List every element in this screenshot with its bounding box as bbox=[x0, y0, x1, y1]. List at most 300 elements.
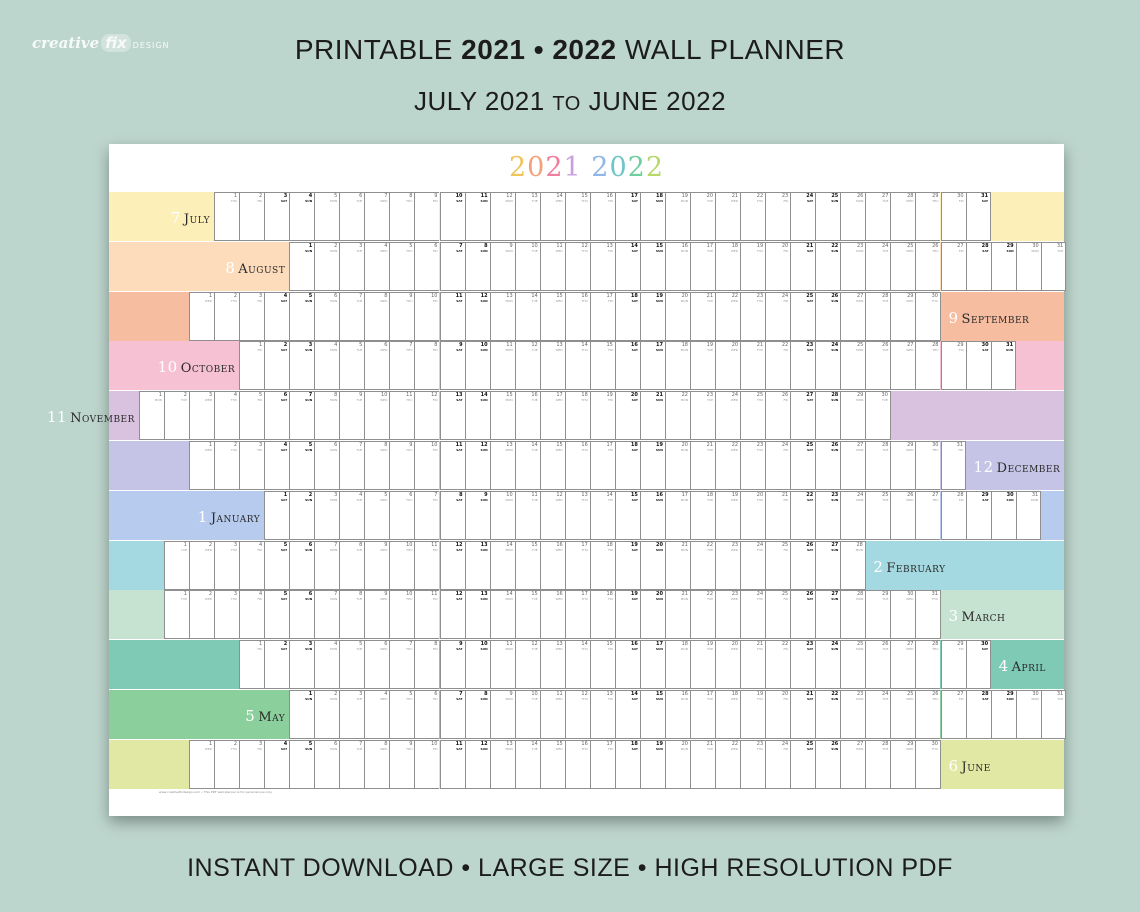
day-cell[interactable] bbox=[715, 292, 740, 341]
day-cell[interactable] bbox=[189, 292, 214, 341]
day-cell[interactable] bbox=[264, 391, 289, 440]
day-cell[interactable] bbox=[389, 541, 414, 590]
day-cell[interactable] bbox=[289, 640, 314, 689]
day-cell[interactable] bbox=[615, 192, 640, 241]
day-cell[interactable] bbox=[615, 640, 640, 689]
day-cell[interactable] bbox=[389, 491, 414, 540]
day-cell[interactable] bbox=[665, 341, 690, 390]
day-cell[interactable] bbox=[264, 192, 289, 241]
day-cell[interactable] bbox=[665, 590, 690, 639]
day-cell[interactable] bbox=[740, 192, 765, 241]
day-cell[interactable] bbox=[490, 491, 515, 540]
day-cell[interactable] bbox=[640, 192, 665, 241]
day-cell[interactable] bbox=[540, 192, 565, 241]
day-cell[interactable] bbox=[540, 590, 565, 639]
day-cell[interactable] bbox=[389, 690, 414, 739]
day-cell[interactable] bbox=[865, 640, 890, 689]
day-cell[interactable] bbox=[289, 341, 314, 390]
day-cell[interactable] bbox=[840, 192, 865, 241]
day-cell[interactable] bbox=[890, 740, 915, 789]
day-cell[interactable] bbox=[790, 192, 815, 241]
day-cell[interactable] bbox=[264, 590, 289, 639]
day-cell[interactable] bbox=[289, 391, 314, 440]
day-cell[interactable] bbox=[565, 491, 590, 540]
day-cell[interactable] bbox=[915, 740, 941, 789]
day-cell[interactable] bbox=[339, 491, 364, 540]
day-cell[interactable] bbox=[941, 690, 966, 739]
day-cell[interactable] bbox=[590, 192, 615, 241]
day-cell[interactable] bbox=[665, 640, 690, 689]
day-cell[interactable] bbox=[815, 590, 840, 639]
day-cell[interactable] bbox=[815, 242, 840, 291]
day-cell[interactable] bbox=[314, 640, 339, 689]
day-cell[interactable] bbox=[640, 740, 665, 789]
day-cell[interactable] bbox=[590, 590, 615, 639]
day-cell[interactable] bbox=[991, 690, 1016, 739]
day-cell[interactable] bbox=[565, 292, 590, 341]
day-cell[interactable] bbox=[740, 541, 765, 590]
day-cell[interactable] bbox=[364, 640, 389, 689]
day-cell[interactable] bbox=[690, 541, 715, 590]
day-cell[interactable] bbox=[440, 491, 465, 540]
day-cell[interactable] bbox=[490, 192, 515, 241]
day-cell[interactable] bbox=[490, 341, 515, 390]
day-cell[interactable] bbox=[765, 292, 790, 341]
day-cell[interactable] bbox=[540, 391, 565, 440]
day-cell[interactable] bbox=[815, 441, 840, 490]
day-cell[interactable] bbox=[440, 541, 465, 590]
day-cell[interactable] bbox=[314, 192, 339, 241]
day-cell[interactable] bbox=[815, 690, 840, 739]
day-cell[interactable] bbox=[840, 590, 865, 639]
day-cell[interactable] bbox=[590, 740, 615, 789]
day-cell[interactable] bbox=[665, 242, 690, 291]
day-cell[interactable] bbox=[765, 590, 790, 639]
day-cell[interactable] bbox=[490, 590, 515, 639]
day-cell[interactable] bbox=[189, 590, 214, 639]
day-cell[interactable] bbox=[790, 640, 815, 689]
day-cell[interactable] bbox=[665, 441, 690, 490]
day-cell[interactable] bbox=[389, 590, 414, 639]
day-cell[interactable] bbox=[690, 640, 715, 689]
day-cell[interactable] bbox=[289, 740, 314, 789]
day-cell[interactable] bbox=[490, 242, 515, 291]
day-cell[interactable] bbox=[314, 590, 339, 639]
day-cell[interactable] bbox=[414, 441, 439, 490]
day-cell[interactable] bbox=[615, 690, 640, 739]
day-cell[interactable] bbox=[264, 640, 289, 689]
day-cell[interactable] bbox=[815, 640, 840, 689]
day-cell[interactable] bbox=[941, 491, 966, 540]
day-cell[interactable] bbox=[865, 441, 890, 490]
day-cell[interactable] bbox=[565, 192, 590, 241]
day-cell[interactable] bbox=[715, 391, 740, 440]
day-cell[interactable] bbox=[640, 341, 665, 390]
day-cell[interactable] bbox=[414, 541, 439, 590]
day-cell[interactable] bbox=[389, 292, 414, 341]
day-cell[interactable] bbox=[991, 341, 1017, 390]
day-cell[interactable] bbox=[615, 491, 640, 540]
day-cell[interactable] bbox=[665, 292, 690, 341]
day-cell[interactable] bbox=[665, 391, 690, 440]
day-cell[interactable] bbox=[690, 441, 715, 490]
day-cell[interactable] bbox=[890, 590, 915, 639]
day-cell[interactable] bbox=[915, 590, 941, 639]
day-cell[interactable] bbox=[690, 491, 715, 540]
day-cell[interactable] bbox=[289, 192, 314, 241]
day-cell[interactable] bbox=[339, 590, 364, 639]
day-cell[interactable] bbox=[289, 441, 314, 490]
day-cell[interactable] bbox=[540, 690, 565, 739]
day-cell[interactable] bbox=[364, 292, 389, 341]
day-cell[interactable] bbox=[840, 740, 865, 789]
day-cell[interactable] bbox=[314, 541, 339, 590]
day-cell[interactable] bbox=[615, 242, 640, 291]
day-cell[interactable] bbox=[465, 292, 490, 341]
day-cell[interactable] bbox=[515, 740, 540, 789]
day-cell[interactable] bbox=[815, 740, 840, 789]
day-cell[interactable] bbox=[765, 441, 790, 490]
day-cell[interactable] bbox=[465, 740, 490, 789]
day-cell[interactable] bbox=[540, 441, 565, 490]
day-cell[interactable] bbox=[890, 690, 915, 739]
day-cell[interactable] bbox=[465, 341, 490, 390]
day-cell[interactable] bbox=[565, 341, 590, 390]
day-cell[interactable] bbox=[239, 341, 264, 390]
day-cell[interactable] bbox=[640, 441, 665, 490]
day-cell[interactable] bbox=[790, 441, 815, 490]
day-cell[interactable] bbox=[515, 391, 540, 440]
day-cell[interactable] bbox=[339, 341, 364, 390]
day-cell[interactable] bbox=[615, 441, 640, 490]
day-cell[interactable] bbox=[490, 690, 515, 739]
day-cell[interactable] bbox=[690, 590, 715, 639]
day-cell[interactable] bbox=[339, 690, 364, 739]
day-cell[interactable] bbox=[915, 491, 940, 540]
day-cell[interactable] bbox=[740, 292, 765, 341]
day-cell[interactable] bbox=[941, 441, 967, 490]
day-cell[interactable] bbox=[740, 341, 765, 390]
day-cell[interactable] bbox=[364, 740, 389, 789]
day-cell[interactable] bbox=[465, 441, 490, 490]
day-cell[interactable] bbox=[1041, 242, 1067, 291]
day-cell[interactable] bbox=[915, 441, 940, 490]
day-cell[interactable] bbox=[715, 242, 740, 291]
day-cell[interactable] bbox=[565, 640, 590, 689]
day-cell[interactable] bbox=[189, 391, 214, 440]
day-cell[interactable] bbox=[214, 441, 239, 490]
day-cell[interactable] bbox=[740, 391, 765, 440]
day-cell[interactable] bbox=[966, 192, 992, 241]
day-cell[interactable] bbox=[590, 640, 615, 689]
day-cell[interactable] bbox=[790, 541, 815, 590]
day-cell[interactable] bbox=[790, 292, 815, 341]
day-cell[interactable] bbox=[966, 690, 991, 739]
day-cell[interactable] bbox=[465, 590, 490, 639]
day-cell[interactable] bbox=[840, 391, 865, 440]
day-cell[interactable] bbox=[640, 541, 665, 590]
day-cell[interactable] bbox=[139, 391, 164, 440]
day-cell[interactable] bbox=[740, 441, 765, 490]
day-cell[interactable] bbox=[915, 640, 940, 689]
day-cell[interactable] bbox=[565, 541, 590, 590]
day-cell[interactable] bbox=[289, 590, 314, 639]
day-cell[interactable] bbox=[414, 640, 439, 689]
day-cell[interactable] bbox=[590, 690, 615, 739]
day-cell[interactable] bbox=[590, 441, 615, 490]
day-cell[interactable] bbox=[915, 690, 940, 739]
day-cell[interactable] bbox=[339, 292, 364, 341]
day-cell[interactable] bbox=[490, 441, 515, 490]
day-cell[interactable] bbox=[364, 192, 389, 241]
day-cell[interactable] bbox=[164, 590, 189, 639]
day-cell[interactable] bbox=[565, 740, 590, 789]
day-cell[interactable] bbox=[890, 491, 915, 540]
day-cell[interactable] bbox=[389, 242, 414, 291]
day-cell[interactable] bbox=[865, 192, 890, 241]
day-cell[interactable] bbox=[239, 640, 264, 689]
day-cell[interactable] bbox=[414, 491, 439, 540]
day-cell[interactable] bbox=[915, 292, 941, 341]
day-cell[interactable] bbox=[615, 740, 640, 789]
day-cell[interactable] bbox=[440, 242, 465, 291]
day-cell[interactable] bbox=[890, 640, 915, 689]
day-cell[interactable] bbox=[440, 740, 465, 789]
day-cell[interactable] bbox=[840, 491, 865, 540]
day-cell[interactable] bbox=[565, 391, 590, 440]
day-cell[interactable] bbox=[189, 441, 214, 490]
day-cell[interactable] bbox=[690, 740, 715, 789]
day-cell[interactable] bbox=[515, 690, 540, 739]
day-cell[interactable] bbox=[414, 242, 439, 291]
day-cell[interactable] bbox=[314, 242, 339, 291]
day-cell[interactable] bbox=[865, 341, 890, 390]
day-cell[interactable] bbox=[815, 292, 840, 341]
day-cell[interactable] bbox=[364, 690, 389, 739]
day-cell[interactable] bbox=[790, 242, 815, 291]
day-cell[interactable] bbox=[740, 740, 765, 789]
day-cell[interactable] bbox=[966, 242, 991, 291]
day-cell[interactable] bbox=[941, 192, 966, 241]
day-cell[interactable] bbox=[715, 640, 740, 689]
day-cell[interactable] bbox=[890, 292, 915, 341]
day-cell[interactable] bbox=[665, 541, 690, 590]
day-cell[interactable] bbox=[540, 491, 565, 540]
day-cell[interactable] bbox=[765, 491, 790, 540]
day-cell[interactable] bbox=[164, 541, 189, 590]
day-cell[interactable] bbox=[414, 292, 439, 341]
day-cell[interactable] bbox=[414, 341, 439, 390]
day-cell[interactable] bbox=[239, 391, 264, 440]
day-cell[interactable] bbox=[991, 491, 1016, 540]
day-cell[interactable] bbox=[515, 192, 540, 241]
day-cell[interactable] bbox=[690, 292, 715, 341]
day-cell[interactable] bbox=[515, 242, 540, 291]
day-cell[interactable] bbox=[414, 192, 439, 241]
day-cell[interactable] bbox=[339, 192, 364, 241]
day-cell[interactable] bbox=[815, 491, 840, 540]
day-cell[interactable] bbox=[790, 391, 815, 440]
day-cell[interactable] bbox=[364, 491, 389, 540]
day-cell[interactable] bbox=[289, 491, 314, 540]
day-cell[interactable] bbox=[289, 242, 314, 291]
day-cell[interactable] bbox=[465, 541, 490, 590]
day-cell[interactable] bbox=[765, 242, 790, 291]
day-cell[interactable] bbox=[490, 640, 515, 689]
day-cell[interactable] bbox=[890, 441, 915, 490]
day-cell[interactable] bbox=[640, 391, 665, 440]
day-cell[interactable] bbox=[840, 292, 865, 341]
day-cell[interactable] bbox=[665, 690, 690, 739]
day-cell[interactable] bbox=[740, 640, 765, 689]
day-cell[interactable] bbox=[465, 640, 490, 689]
day-cell[interactable] bbox=[715, 541, 740, 590]
day-cell[interactable] bbox=[640, 491, 665, 540]
day-cell[interactable] bbox=[364, 391, 389, 440]
day-cell[interactable] bbox=[690, 341, 715, 390]
day-cell[interactable] bbox=[264, 341, 289, 390]
day-cell[interactable] bbox=[1016, 690, 1041, 739]
day-cell[interactable] bbox=[615, 541, 640, 590]
day-cell[interactable] bbox=[389, 391, 414, 440]
day-cell[interactable] bbox=[715, 740, 740, 789]
day-cell[interactable] bbox=[740, 590, 765, 639]
day-cell[interactable] bbox=[214, 391, 239, 440]
day-cell[interactable] bbox=[865, 590, 890, 639]
day-cell[interactable] bbox=[440, 590, 465, 639]
day-cell[interactable] bbox=[314, 292, 339, 341]
day-cell[interactable] bbox=[615, 590, 640, 639]
day-cell[interactable] bbox=[665, 740, 690, 789]
day-cell[interactable] bbox=[239, 292, 264, 341]
day-cell[interactable] bbox=[840, 640, 865, 689]
day-cell[interactable] bbox=[790, 690, 815, 739]
day-cell[interactable] bbox=[890, 242, 915, 291]
day-cell[interactable] bbox=[840, 690, 865, 739]
day-cell[interactable] bbox=[615, 391, 640, 440]
day-cell[interactable] bbox=[364, 541, 389, 590]
day-cell[interactable] bbox=[915, 242, 940, 291]
day-cell[interactable] bbox=[314, 441, 339, 490]
day-cell[interactable] bbox=[540, 740, 565, 789]
day-cell[interactable] bbox=[790, 491, 815, 540]
day-cell[interactable] bbox=[515, 640, 540, 689]
day-cell[interactable] bbox=[715, 341, 740, 390]
day-cell[interactable] bbox=[715, 441, 740, 490]
day-cell[interactable] bbox=[765, 341, 790, 390]
day-cell[interactable] bbox=[364, 242, 389, 291]
day-cell[interactable] bbox=[515, 541, 540, 590]
day-cell[interactable] bbox=[715, 590, 740, 639]
day-cell[interactable] bbox=[815, 541, 840, 590]
day-cell[interactable] bbox=[640, 690, 665, 739]
day-cell[interactable] bbox=[665, 491, 690, 540]
day-cell[interactable] bbox=[590, 391, 615, 440]
day-cell[interactable] bbox=[364, 441, 389, 490]
day-cell[interactable] bbox=[690, 391, 715, 440]
day-cell[interactable] bbox=[765, 690, 790, 739]
day-cell[interactable] bbox=[941, 242, 966, 291]
day-cell[interactable] bbox=[465, 192, 490, 241]
day-cell[interactable] bbox=[765, 391, 790, 440]
day-cell[interactable] bbox=[440, 690, 465, 739]
day-cell[interactable] bbox=[289, 690, 314, 739]
day-cell[interactable] bbox=[264, 292, 289, 341]
day-cell[interactable] bbox=[765, 541, 790, 590]
day-cell[interactable] bbox=[364, 590, 389, 639]
day-cell[interactable] bbox=[915, 341, 940, 390]
day-cell[interactable] bbox=[715, 491, 740, 540]
day-cell[interactable] bbox=[339, 740, 364, 789]
day-cell[interactable] bbox=[941, 341, 966, 390]
day-cell[interactable] bbox=[991, 242, 1016, 291]
day-cell[interactable] bbox=[440, 341, 465, 390]
day-cell[interactable] bbox=[615, 341, 640, 390]
day-cell[interactable] bbox=[765, 192, 790, 241]
day-cell[interactable] bbox=[690, 690, 715, 739]
day-cell[interactable] bbox=[890, 192, 915, 241]
day-cell[interactable] bbox=[790, 590, 815, 639]
day-cell[interactable] bbox=[840, 341, 865, 390]
day-cell[interactable] bbox=[214, 192, 239, 241]
day-cell[interactable] bbox=[740, 242, 765, 291]
day-cell[interactable] bbox=[865, 491, 890, 540]
day-cell[interactable] bbox=[515, 441, 540, 490]
day-cell[interactable] bbox=[590, 292, 615, 341]
day-cell[interactable] bbox=[314, 391, 339, 440]
day-cell[interactable] bbox=[540, 341, 565, 390]
day-cell[interactable] bbox=[189, 541, 214, 590]
day-cell[interactable] bbox=[189, 740, 214, 789]
day-cell[interactable] bbox=[890, 341, 915, 390]
day-cell[interactable] bbox=[840, 242, 865, 291]
day-cell[interactable] bbox=[490, 541, 515, 590]
day-cell[interactable] bbox=[565, 690, 590, 739]
day-cell[interactable] bbox=[815, 391, 840, 440]
day-cell[interactable] bbox=[865, 242, 890, 291]
day-cell[interactable] bbox=[465, 391, 490, 440]
day-cell[interactable] bbox=[966, 341, 991, 390]
day-cell[interactable] bbox=[339, 242, 364, 291]
day-cell[interactable] bbox=[1041, 690, 1067, 739]
day-cell[interactable] bbox=[615, 292, 640, 341]
day-cell[interactable] bbox=[966, 491, 991, 540]
day-cell[interactable] bbox=[490, 391, 515, 440]
day-cell[interactable] bbox=[440, 391, 465, 440]
day-cell[interactable] bbox=[865, 740, 890, 789]
day-cell[interactable] bbox=[289, 541, 314, 590]
day-cell[interactable] bbox=[389, 640, 414, 689]
day-cell[interactable] bbox=[214, 590, 239, 639]
day-cell[interactable] bbox=[414, 690, 439, 739]
day-cell[interactable] bbox=[740, 690, 765, 739]
day-cell[interactable] bbox=[915, 192, 940, 241]
day-cell[interactable] bbox=[865, 690, 890, 739]
day-cell[interactable] bbox=[565, 441, 590, 490]
day-cell[interactable] bbox=[314, 690, 339, 739]
day-cell[interactable] bbox=[490, 740, 515, 789]
day-cell[interactable] bbox=[214, 740, 239, 789]
day-cell[interactable] bbox=[690, 242, 715, 291]
day-cell[interactable] bbox=[239, 441, 264, 490]
day-cell[interactable] bbox=[590, 491, 615, 540]
day-cell[interactable] bbox=[540, 292, 565, 341]
day-cell[interactable] bbox=[314, 491, 339, 540]
day-cell[interactable] bbox=[515, 590, 540, 639]
day-cell[interactable] bbox=[414, 740, 439, 789]
day-cell[interactable] bbox=[865, 292, 890, 341]
day-cell[interactable] bbox=[239, 192, 264, 241]
